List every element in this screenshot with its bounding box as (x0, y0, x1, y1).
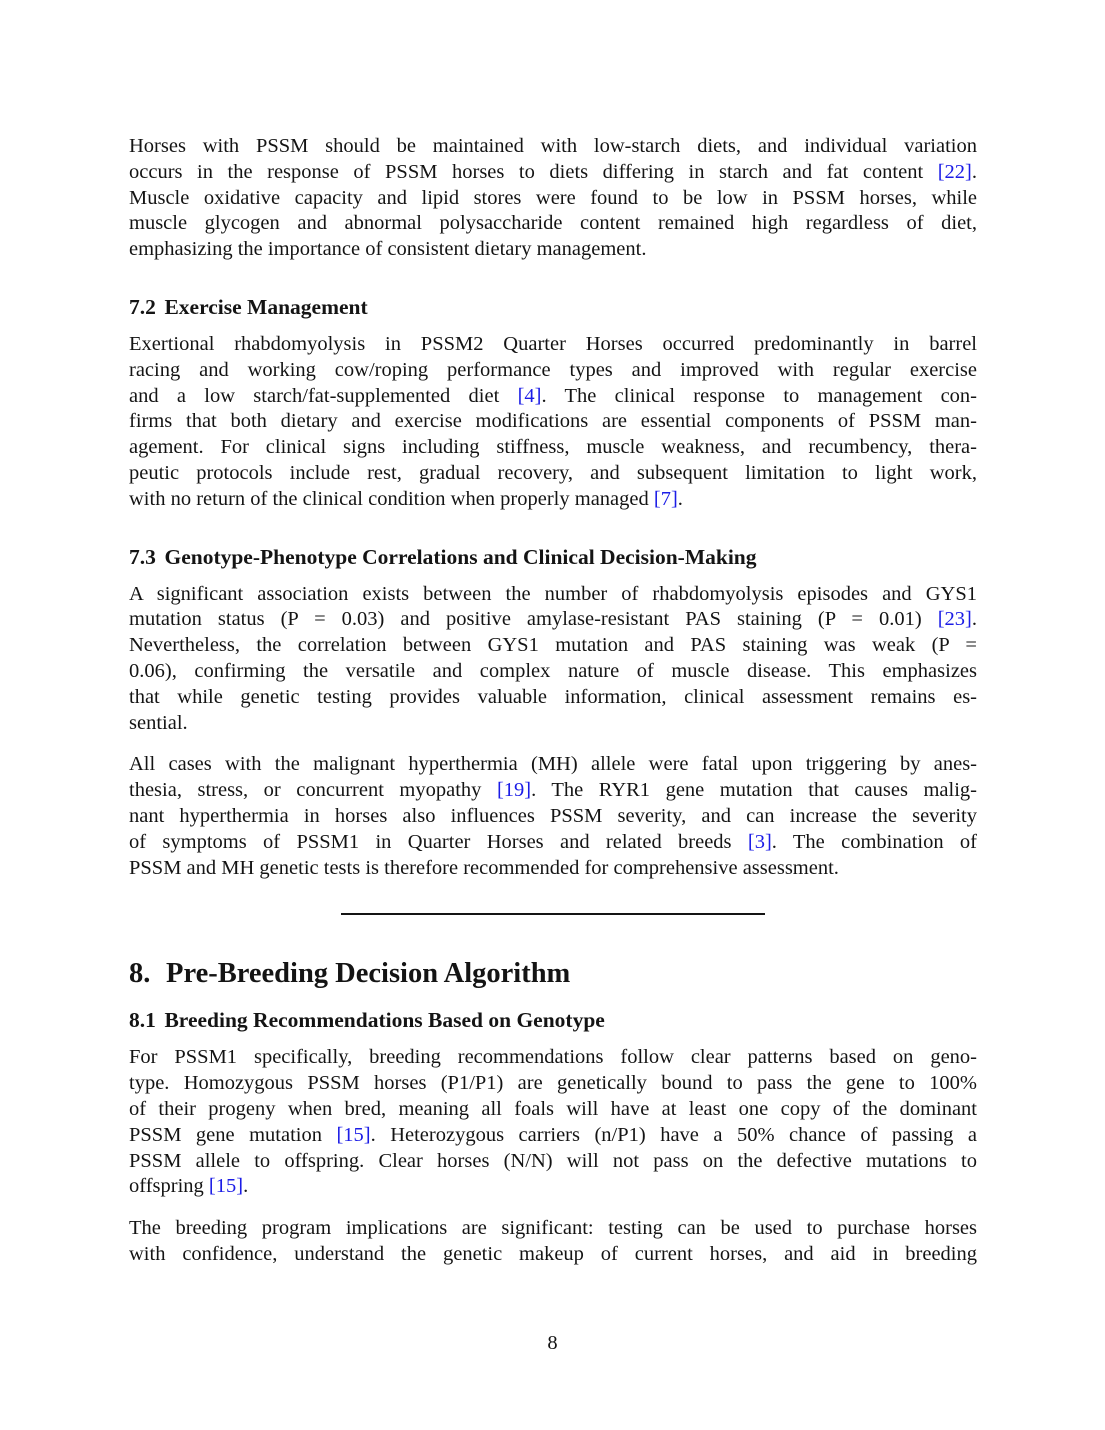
text-line: 0.06), confirming the versatile and complex nature of muscle disease. This emphasizes (129, 659, 977, 682)
heading-title: Pre-Breeding Decision Algorithm (166, 958, 571, 990)
text-line: mutation status (P = 0.03) and positive amylase-resistant PAS staining (P = 0.01) [23]. (129, 608, 977, 631)
paragraph (129, 134, 977, 263)
subsection-heading (129, 1007, 977, 1033)
text-line: Nevertheless, the correlation between GYS1 mutation and PAS staining was weak (P = (129, 634, 977, 657)
text-line: The breeding program implications are significant: testing can be used to purchase horses (129, 1217, 977, 1240)
subsection-heading (129, 544, 977, 570)
page-number: 8 (547, 1332, 558, 1354)
citation-link[interactable]: [4] (517, 384, 542, 407)
heading-title: Exercise Management (164, 294, 368, 319)
paragraph (129, 1216, 977, 1268)
text-line: occurs in the response of PSSM horses to diets differing in starch and fat content [22]. (129, 160, 977, 183)
paragraph (129, 332, 977, 513)
text-line: agement. For clinical signs including stiffness, muscle weakness, and recumbency, thera- (129, 436, 977, 459)
text-line: and a low starch/fat-supplemented diet [4]. The clinical response to management con- (129, 384, 977, 407)
heading-number: 7.2 (129, 294, 156, 319)
text-line: Horses with PSSM should be maintained with low-starch diets, and individual variation (129, 135, 977, 157)
text-line: peutic protocols include rest, gradual recovery, and subsequent limitation to light work, (129, 461, 977, 484)
heading-title: Genotype-Phenotype Correlations and Clinical Decision-Making (164, 544, 757, 569)
paragraph (129, 1045, 977, 1200)
text-line: of symptoms of PSSM1 in Quarter Horses and related breeds [3]. The combination of (129, 830, 977, 853)
heading-number: 8.1 (129, 1008, 156, 1033)
text-line: thesia, stress, or concurrent myopathy [19]. The RYR1 gene mutation that causes malig- (129, 779, 977, 802)
section-divider (129, 913, 977, 915)
text-line: of their progeny when bred, meaning all foals will have at least one copy of the dominant (129, 1097, 977, 1120)
text-line: PSSM allele to offspring. Clear horses (N/N) will not pass on the defective mutations to (129, 1149, 977, 1172)
text-line: sential. (129, 711, 188, 734)
text-line: nant hyperthermia in horses also influences PSSM severity, and can increase the severity (129, 804, 977, 827)
heading-number: 7.3 (129, 544, 156, 569)
horizontal-rule (341, 913, 765, 915)
text-line: A significant association exists between the number of rhabdomyolysis episodes and GYS1 (129, 582, 977, 605)
text-line: racing and working cow/roping performance types and improved with regular exercise (129, 358, 977, 381)
text-line: Exertional rhabdomyolysis in PSSM2 Quarter Horses occurred predominantly in barrel (129, 332, 977, 355)
text-line: firms that both dietary and exercise modifications are essential components of PSSM man- (129, 410, 977, 433)
paragraph (129, 582, 977, 737)
citation-link[interactable]: [7] (653, 487, 678, 510)
heading-number: 8. (129, 958, 151, 990)
text-line: emphasizing the importance of consistent dietary management. (129, 238, 647, 261)
citation-link[interactable]: [23] (937, 608, 972, 631)
text-line: that while genetic testing provides valuable information, clinical assessment remains es- (129, 685, 977, 708)
citation-link[interactable]: [22] (937, 160, 972, 183)
text-line: with no return of the clinical condition when properly managed [7]. (129, 487, 683, 510)
page-body (129, 134, 977, 1268)
text-line: For PSSM1 specifically, breeding recommendations follow clear patterns based on geno- (129, 1046, 977, 1069)
text-line: offspring [15]. (129, 1175, 249, 1198)
text-line: PSSM and MH genetic tests is therefore recommended for comprehensive assessment. (129, 856, 839, 879)
citation-link[interactable]: [3] (747, 830, 772, 853)
heading-title: Breeding Recommendations Based on Genotype (164, 1008, 605, 1033)
text-line: muscle glycogen and abnormal polysaccharide content remained high regardless of diet, (129, 212, 977, 235)
text-line: PSSM gene mutation [15]. Heterozygous carriers (n/P1) have a 50% chance of passing a (129, 1123, 977, 1146)
citation-link[interactable]: [15] (208, 1175, 244, 1198)
citation-link[interactable]: [15] (336, 1123, 371, 1146)
text-line: type. Homozygous PSSM horses (P1/P1) are genetically bound to pass the gene to 100% (129, 1072, 977, 1095)
subsection-heading (129, 294, 977, 320)
section-heading (129, 957, 977, 991)
text-line: Muscle oxidative capacity and lipid stores were found to be low in PSSM horses, while (129, 186, 977, 209)
text-line: All cases with the malignant hyperthermia (MH) allele were fatal upon triggering by anes- (129, 753, 977, 776)
citation-link[interactable]: [19] (496, 779, 532, 802)
text-line: with confidence, understand the genetic makeup of current horses, and aid in breeding (129, 1242, 977, 1265)
paragraph (129, 752, 977, 881)
